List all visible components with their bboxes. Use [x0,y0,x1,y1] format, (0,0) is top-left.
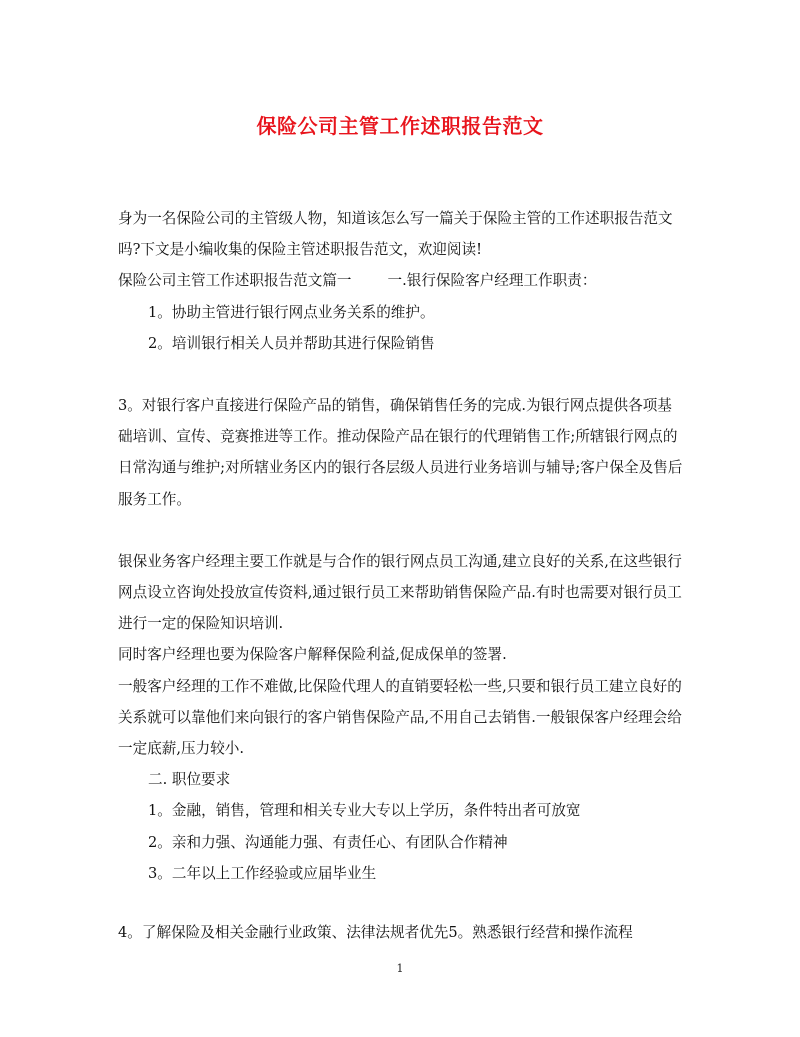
intro-paragraph: 身为一名保险公司的主管级人物，知道该怎么写一篇关于保险主管的工作述职报告范文吗?下文是小编收集的保险主管述职报告范文，欢迎阅读! [118,210,673,259]
requirement-item-1: 1。金融，销售，管理和相关专业大专以上学历，条件特出者可放宽 [148,802,581,820]
section-title: 保险公司主管工作述职报告范文篇一 [118,272,352,290]
section-subtitle: 一.银行保险客户经理工作职责： [387,272,597,290]
requirement-item-3: 3。二年以上工作经验或应届毕业生 [148,864,377,882]
paragraph-role-description: 银保业务客户经理主要工作就是与合作的银行网点员工沟通,建立良好的关系,在这些银行网点设立咨询处投放宣传资料,通过银行员工来帮助销售保险产品.有时也需要对银行员工进行一定的保险知识培训. [118,552,682,633]
duty-item-2: 2。培训银行相关人员并帮助其进行保险销售 [148,334,435,352]
duty-paragraph-3: 3。对银行客户直接进行保险产品的销售，确保销售任务的完成.为银行网点提供各项基础培训、宣传、竞赛推进等工作。推动保险产品在银行的代理销售工作;所辖银行网点的日常沟通与维护;对所辖业务区内的银行各层级人员进行业务培训与辅导;客户保全及售后服务工作。 [118,397,683,508]
requirements-heading: 二. 职位要求 [148,771,231,789]
spacer [118,515,684,546]
document-body [118,203,684,948]
section-header-line [118,265,684,296]
spacer [118,359,684,390]
paragraph-client-explanation: 同时客户经理也要为保险客户解释保险利益,促成保单的签署. [118,646,507,664]
page-number: 1 [396,962,404,975]
duty-item-1: 1。协助主管进行银行网点业务关系的维护。 [148,303,435,321]
document-title: 保险公司主管工作述职报告范文 [256,114,544,138]
spacer [118,889,684,917]
requirement-item-2: 2。亲和力强、沟通能力强、有责任心、有团队合作精神 [148,833,508,851]
requirement-item-4-5: 4。了解保险及相关金融行业政策、法律法规者优先5。熟悉银行经营和操作流程 [118,924,633,942]
paragraph-work-difficulty: 一般客户经理的工作不难做,比保险代理人的直销要轻松一些,只要和银行员工建立良好的关系就可以靠他们来向银行的客户销售保险产品,不用自己去销售.一般银保客户经理会给一定底薪,压力较小. [118,677,682,758]
